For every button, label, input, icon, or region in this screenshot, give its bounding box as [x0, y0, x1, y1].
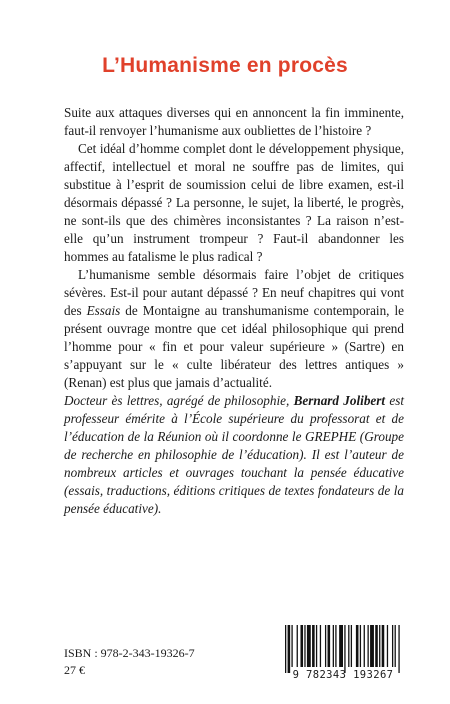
barcode-bar [325, 625, 326, 667]
barcode-bar [307, 625, 311, 667]
essais-title: Essais [86, 303, 121, 318]
barcode-bar [291, 625, 292, 667]
summary-paragraph-3 [64, 266, 404, 392]
author-name: Bernard Jolibert [293, 393, 386, 408]
isbn-label: ISBN : 978-2-343-19326-7 [64, 646, 195, 660]
barcode-bar [360, 625, 361, 667]
author-bio [64, 392, 404, 518]
barcode-bar [300, 625, 303, 667]
barcode-bar [395, 625, 396, 667]
barcode-bar [335, 625, 336, 667]
barcode-bar [312, 625, 315, 667]
barcode-bar [356, 625, 359, 667]
summary-paragraph-3-start: L’humanisme semble désormais faire l’objet de critiques sévères. Est-il pour autant dépassé ? En neuf chapitres qui vont des [64, 267, 404, 318]
barcode-bar [351, 625, 352, 667]
barcode-bar [387, 625, 388, 667]
barcode-bar [367, 625, 368, 667]
barcode-bar [320, 625, 321, 667]
summary-paragraph-2: Cet idéal d’homme complet dont le développement physique, affectif, intellectuel et moral ne souffre pas de limites, qui substitue à l’esprit de soumission celui de libre examen, est-il désormais dépassé ? La personne, le sujet, la liberté, le progrès, ne sont-ils que des chimères inconsistantes ? La raison n’est-elle qu’un instrument trompeur ? Faut-il abandonner les hommes au fatalisme le plus radical ? [64, 141, 404, 264]
barcode-bar [398, 625, 399, 673]
barcode-bar [333, 625, 334, 667]
barcode-bar [288, 625, 291, 673]
book-title: L’Humanisme en procès [102, 54, 348, 77]
summary-paragraph-3-end: de Montaigne au transhumanisme contemporain, le présent ouvrage montre que cet idéal philosophique qui prend l’homme pour « fin et pour valeur supérieure » (Sartre) en s’appuyant sur le « culte libérateur des lettres antiques » (Renan) est plus que jamais d’actualité. [64, 303, 404, 390]
barcode-bar [379, 625, 380, 667]
barcode-bar [382, 625, 385, 667]
barcode-bar [339, 625, 343, 667]
barcode-bar [392, 625, 393, 667]
barcode-bar [316, 625, 317, 667]
barcode-bar [348, 625, 349, 667]
bio-rest: est professeur émérite à l’École supérieure du professorat et de l’éducation de la Réunion où il coordonne le GREPHE (Groupe de recherche en philosophie de l’éducation). Il est l’auteur de nombreux articles et ouvrages touchant la pensée éducative (essais, traductions, éditions critiques de textes fondateurs de la pensée éducative). [64, 393, 405, 516]
barcode-bar [297, 625, 298, 667]
barcode-bar [285, 625, 286, 673]
barcode-bar [328, 625, 331, 667]
summary-paragraph-1: Suite aux attaques diverses qui en annoncent la fin imminente, faut-il renvoyer l’humanisme aux oubliettes de l’histoire ? [64, 105, 404, 138]
price-label: 27 € [64, 663, 85, 677]
bio-intro: Docteur ès lettres, agrégé de philosophie, [64, 393, 290, 408]
barcode-bar [370, 625, 374, 667]
barcode-bar [364, 625, 365, 667]
barcode-digits: 9 782343 193267 [292, 669, 394, 681]
barcode-bar [304, 625, 305, 667]
barcode-bar [375, 625, 378, 667]
back-cover-summary [64, 104, 404, 392]
barcode-bar [344, 625, 345, 673]
